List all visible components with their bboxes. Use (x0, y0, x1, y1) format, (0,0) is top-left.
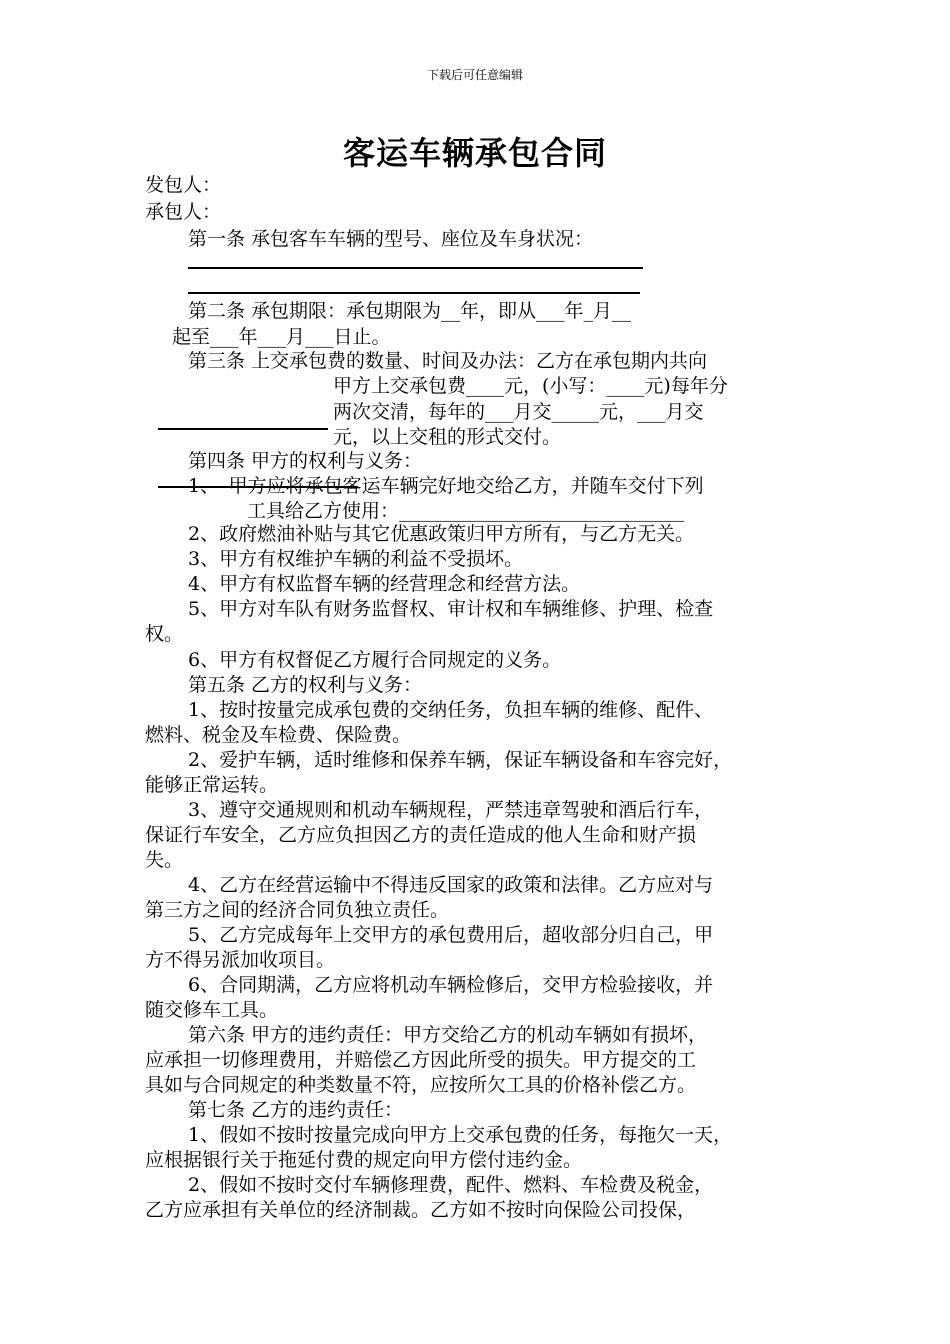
list-item: 2、政府燃油补贴与其它优惠政策归甲方所有，与乙方无关。 (188, 523, 695, 545)
text-line: 应根据银行关于拖延付费的规定向甲方偿付违约金。 (145, 1149, 583, 1171)
text-line: 失。 (145, 849, 184, 871)
text-line: 能够正常运转。 (145, 774, 279, 796)
party-a-line: 发包人： (145, 174, 222, 196)
list-item: 3、甲方有权维护车辆的利益不受损坏。 (188, 548, 524, 570)
text-line: 乙方应承担有关单位的经济制裁。乙方如不按时向保险公司投保， (145, 1199, 697, 1221)
article-7-line: 第七条 乙方的违约责任： (188, 1099, 404, 1121)
text-line: 应承担一切修理费用，并赔偿乙方因此所受的损失。甲方提交的工 (145, 1049, 697, 1071)
article-3-line: 第三条 上交承包费的数量、时间及办法：乙方在承包期内共向 (188, 350, 708, 372)
blank-fill-line (188, 292, 640, 294)
list-item: 5、甲方对车队有财务监督权、审计权和车辆维修、护理、检查 (188, 598, 714, 620)
text-line: 燃料、税金及车检费、保险费。 (145, 724, 412, 746)
article-4-line: 第四条 甲方的权利与义务： (188, 450, 423, 472)
text-line: 元，以上交租的形式交付。 (333, 426, 562, 448)
list-item: 2、爱护车辆，适时维修和保养车辆，保证车辆设备和车容完好， (188, 749, 733, 771)
list-item: 6、合同期满，乙方应将机动车辆检修后，交甲方检验接收，并 (188, 974, 714, 996)
page-header-note: 下载后可任意编辑 (426, 68, 523, 82)
text-line: 甲方上交承包费____元，(小写：____元)每年分 (333, 375, 728, 397)
text-line: 两次交清，每年的___月交_____元，___月交 (333, 401, 704, 423)
document-title: 客运车辆承包合同 (342, 134, 607, 172)
list-item: 6、甲方有权督促乙方履行合同规定的义务。 (188, 649, 562, 671)
article-2-line: 第二条 承包期限：承包期限为__年，即从___年_月__ (188, 300, 632, 322)
text-line: 具如与合同规定的种类数量不符，应按所欠工具的价格补偿乙方。 (145, 1074, 697, 1096)
list-item: 1、按时按量完成承包费的交纳任务，负担车辆的维修、配件、 (188, 699, 714, 721)
list-item: 4、甲方有权监督车辆的经营理念和经营方法。 (188, 573, 581, 595)
text-line: 保证行车安全，乙方应负担因乙方的责任造成的他人生命和财产损 (145, 824, 697, 846)
text-line: 随交修车工具。 (145, 999, 279, 1021)
text-line: 第三方之间的经济合同负独立责任。 (145, 899, 450, 921)
text-line: 权。 (145, 623, 184, 645)
article-1-line: 第一条 承包客车车辆的型号、座位及车身状况： (188, 228, 594, 250)
text-line: 方不得另派加收项目。 (145, 949, 336, 971)
list-item: 5、乙方完成每年上交甲方的承包费用后，超收部分归自己，甲 (188, 924, 714, 946)
article-6-line: 第六条 甲方的违约责任：甲方交给乙方的机动车辆如有损坏， (188, 1024, 708, 1046)
list-item: 1、假如不按时按量完成向甲方上交承包费的任务，每拖欠一天， (188, 1124, 733, 1146)
text-line: 起至___年___月___日止。 (172, 326, 391, 348)
list-item: 4、乙方在经营运输中不得违反国家的政策和法律。乙方应对与 (188, 874, 714, 896)
text-line: 工具给乙方使用：______________________________ (247, 500, 685, 522)
list-item: 3、遵守交通规则和机动车辆规程，严禁违章驾驶和酒后行车， (188, 799, 714, 821)
list-item: 1、 甲方应将承包客运车辆完好地交给乙方，并随车交付下列 (188, 475, 704, 497)
list-item: 2、假如不按时交付车辆修理费，配件、燃料、车检费及税金， (188, 1174, 714, 1196)
article-5-line: 第五条 乙方的权利与义务： (188, 674, 423, 696)
blank-fill-line (158, 428, 328, 430)
blank-fill-line (188, 267, 643, 269)
party-b-line: 承包人： (145, 201, 222, 223)
